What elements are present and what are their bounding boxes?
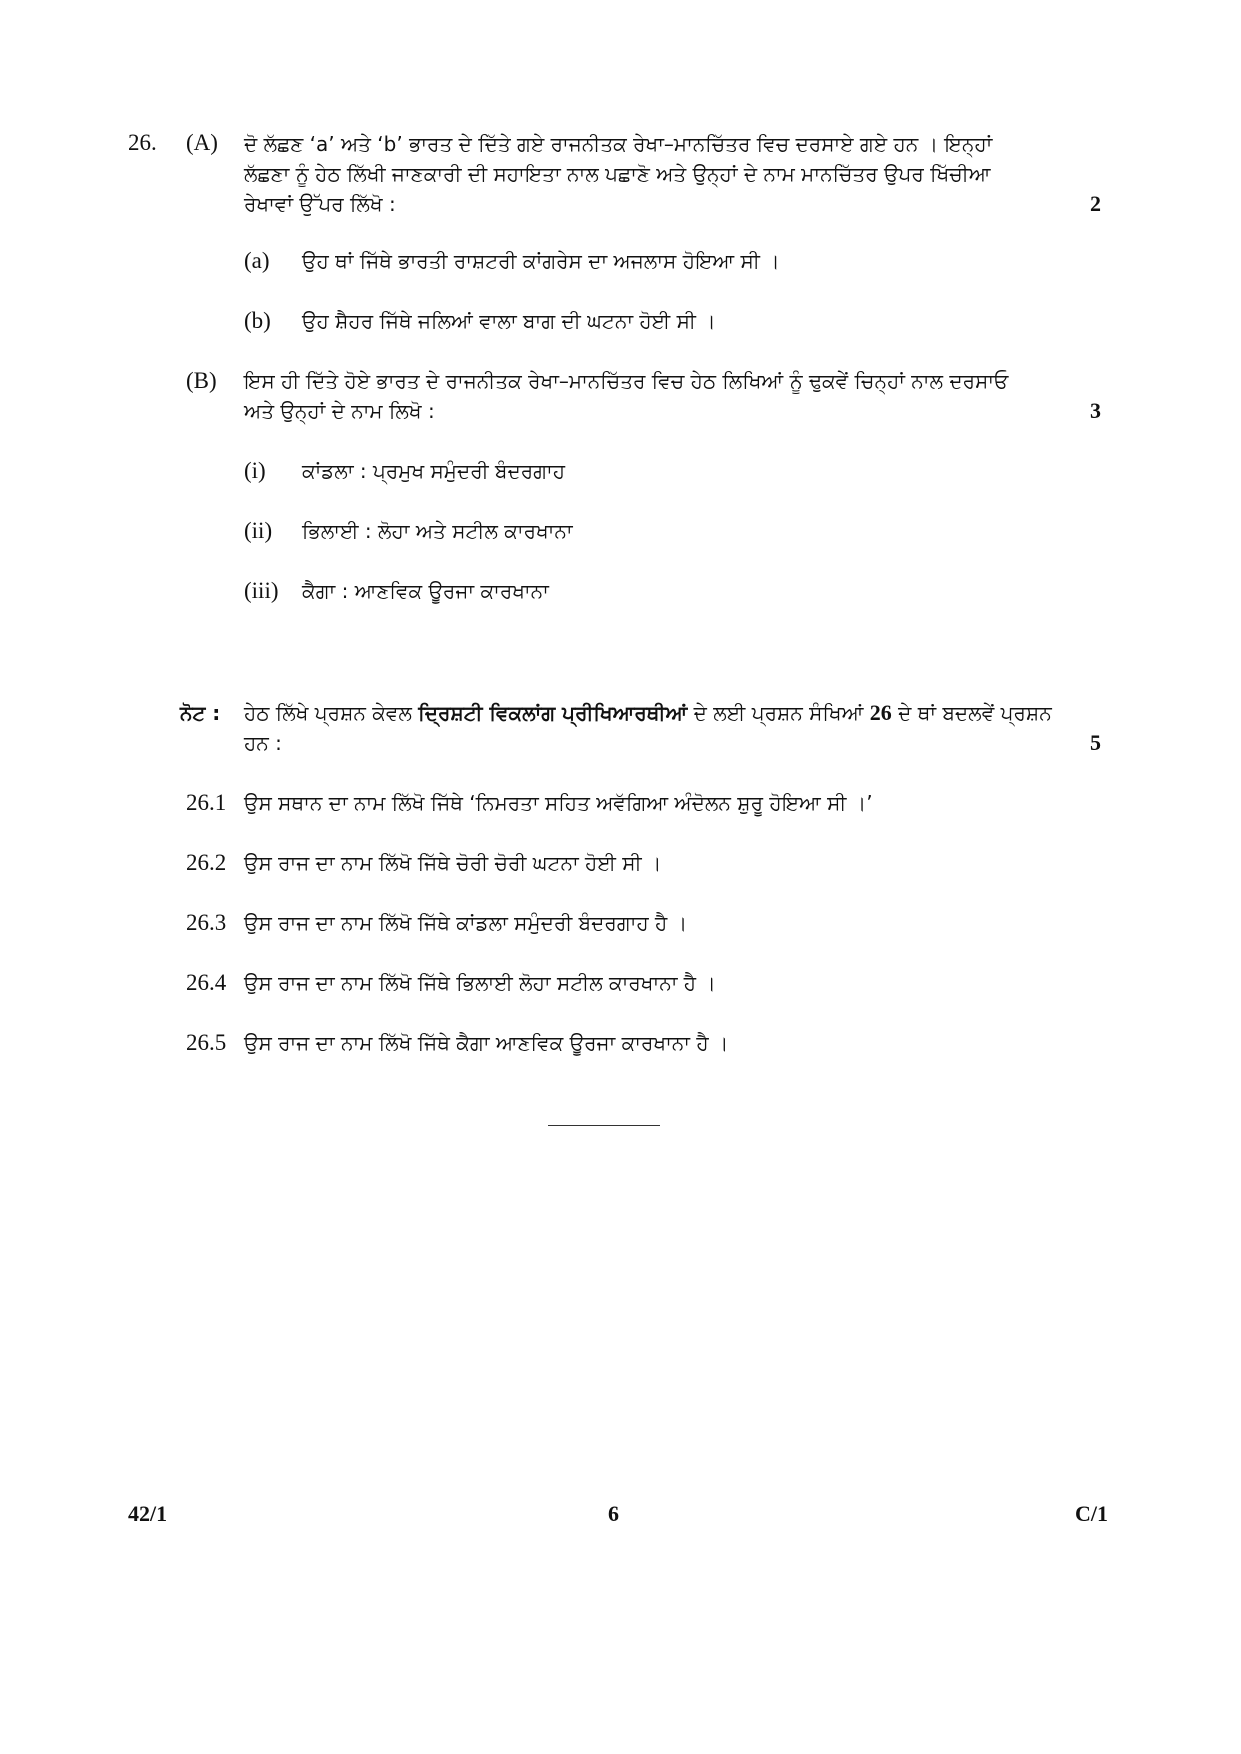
note-text-mid: ਦੇ ਲਈ ਪ੍ਰਸ਼ਨ ਸੰਖਿਆਂ bbox=[693, 701, 864, 725]
item-b-text: ਉਹ ਸ਼ੈਹਰ ਜਿੱਥੇ ਜਲਿਆਂ ਵਾਲਾ ਬਾਗ ਦੀ ਘਟਨਾ ਹੋਈ ਸੀ । bbox=[302, 309, 716, 333]
alt-question-number-4: 26.4 bbox=[186, 970, 227, 995]
note-question-number: 26 bbox=[869, 700, 892, 725]
part-a-label: (A) bbox=[186, 130, 218, 155]
part-a-line-3: ਰੇਖਾਵਾਂ ਉੱਪਰ ਲਿੱਖੋ : bbox=[244, 192, 396, 216]
item-a-label: (a) bbox=[244, 248, 270, 273]
alt-question-text-2: ਉਸ ਰਾਜ ਦਾ ਨਾਮ ਲਿੱਖੋ ਜਿੱਥੇ ਚੋਰੀ ਚੋਰੀ ਘਟਨਾ ਹੋਈ ਸੀ । bbox=[244, 851, 662, 875]
alt-question-text-4: ਉਸ ਰਾਜ ਦਾ ਨਾਮ ਲਿੱਖੋ ਜਿੱਥੇ ਭਿਲਾਈ ਲੋਹਾ ਸਟੀਲ ਕਾਰਖਾਨਾ ਹੈ । bbox=[244, 971, 716, 995]
part-b-marks: 3 bbox=[1090, 398, 1101, 423]
item-ii-label: (ii) bbox=[244, 518, 273, 543]
part-a-marks: 2 bbox=[1090, 191, 1101, 216]
note-line-2: ਹਨ : bbox=[244, 731, 282, 755]
note-text-bold: ਦ੍ਰਿਸ਼ਟੀ ਵਿਕਲਾਂਗ ਪ੍ਰੀਖਿਆਰਥੀਆਂ bbox=[418, 701, 688, 725]
part-a-line-1: ਦੋ ਲੱਛਣ ‘a’ ਅਤੇ ‘b’ ਭਾਰਤ ਦੇ ਦਿੱਤੇ ਗਏ ਰਾਜਨੀਤਕ ਰੇਖਾ–ਮਾਨਚਿੱਤਰ ਵਿਚ ਦਰਸਾਏ ਗਏ ਹਨ । ਇਨ੍ਹਾਂ bbox=[244, 132, 993, 156]
note-text-pre: ਹੇਠ ਲਿੱਖੇ ਪ੍ਰਸ਼ਨ ਕੇਵਲ bbox=[244, 701, 412, 725]
item-i-text: ਕਾਂਡਲਾ : ਪ੍ਰਮੁਖ ਸਮੁੰਦਰੀ ਬੰਦਰਗਾਹ bbox=[302, 459, 566, 483]
question-number: 26. bbox=[128, 130, 157, 155]
footer-set: C/1 bbox=[1075, 1501, 1108, 1526]
end-separator bbox=[548, 1125, 660, 1126]
item-b-label: (b) bbox=[244, 308, 271, 333]
item-ii-text: ਭਿਲਾਈ : ਲੋਹਾ ਅਤੇ ਸਟੀਲ ਕਾਰਖਾਨਾ bbox=[302, 519, 573, 543]
part-a-line-2: ਲੱਛਣਾ ਨੂੰ ਹੇਠ ਲਿੱਖੀ ਜਾਣਕਾਰੀ ਦੀ ਸਹਾਇਤਾ ਨਾਲ ਪਛਾਣੋ ਅਤੇ ਉਨ੍ਹਾਂ ਦੇ ਨਾਮ ਮਾਨਚਿੱਤਰ ਉਪਰ ਖਿੱਚੀਆ bbox=[244, 162, 991, 186]
item-iii-text: ਕੈਗਾ : ਆਣਵਿਕ ਊਰਜਾ ਕਾਰਖਾਨਾ bbox=[302, 579, 549, 603]
item-a-text: ਉਹ ਥਾਂ ਜਿੱਥੇ ਭਾਰਤੀ ਰਾਸ਼ਟਰੀ ਕਾਂਗਰੇਸ ਦਾ ਅਜਲਾਸ ਹੋਇਆ ਸੀ । bbox=[302, 249, 780, 273]
alt-question-number-3: 26.3 bbox=[186, 910, 227, 935]
item-i-label: (i) bbox=[244, 458, 266, 483]
note-marks: 5 bbox=[1090, 730, 1101, 755]
alt-question-text-5: ਉਸ ਰਾਜ ਦਾ ਨਾਮ ਲਿੱਖੋ ਜਿੱਥੇ ਕੈਗਾ ਆਣਵਿਕ ਊਰਜਾ ਕਾਰਖਾਨਾ ਹੈ । bbox=[244, 1031, 729, 1055]
alt-question-number-2: 26.2 bbox=[186, 850, 227, 875]
footer-code: 42/1 bbox=[128, 1501, 168, 1526]
part-b-line-2: ਅਤੇ ਉਨ੍ਹਾਂ ਦੇ ਨਾਮ ਲਿਖੋ : bbox=[244, 399, 435, 423]
part-b-line-1: ਇਸ ਹੀ ਦਿੱਤੇ ਹੋਏ ਭਾਰਤ ਦੇ ਰਾਜਨੀਤਕ ਰੇਖਾ–ਮਾਨਚਿੱਤਰ ਵਿਚ ਹੇਠ ਲਿਖਿਆਂ ਨੂੰ ਢੁਕਵੇਂ ਚਿਨ੍ਹਾਂ ਨਾਲ ਦਰਸਾਓ bbox=[244, 369, 1009, 393]
alt-question-number-5: 26.5 bbox=[186, 1030, 227, 1055]
part-b-label: (B) bbox=[186, 368, 217, 393]
note-label: ਨੋਟ : bbox=[180, 701, 221, 725]
page-number: 6 bbox=[608, 1501, 619, 1526]
note-text-post: ਦੇ ਥਾਂ ਬਦਲਵੇਂ ਪ੍ਰਸ਼ਨ bbox=[898, 701, 1052, 725]
alt-question-text-3: ਉਸ ਰਾਜ ਦਾ ਨਾਮ ਲਿੱਖੋ ਜਿੱਥੇ ਕਾਂਡਲਾ ਸਮੁੰਦਰੀ ਬੰਦਰਗਾਹ ਹੈ । bbox=[244, 911, 688, 935]
item-iii-label: (iii) bbox=[244, 578, 279, 603]
note-line-1 bbox=[244, 698, 1052, 728]
alt-question-text-1: ਉਸ ਸਥਾਨ ਦਾ ਨਾਮ ਲਿੱਖੋ ਜਿੱਥੇ ‘ਨਿਮਰਤਾ ਸਹਿਤ ਅਵੱਗਿਆ ਅੰਦੋਲਨ ਸ਼ੁਰੂ ਹੋਇਆ ਸੀ ।’ bbox=[244, 791, 873, 815]
alt-question-number-1: 26.1 bbox=[186, 790, 227, 815]
